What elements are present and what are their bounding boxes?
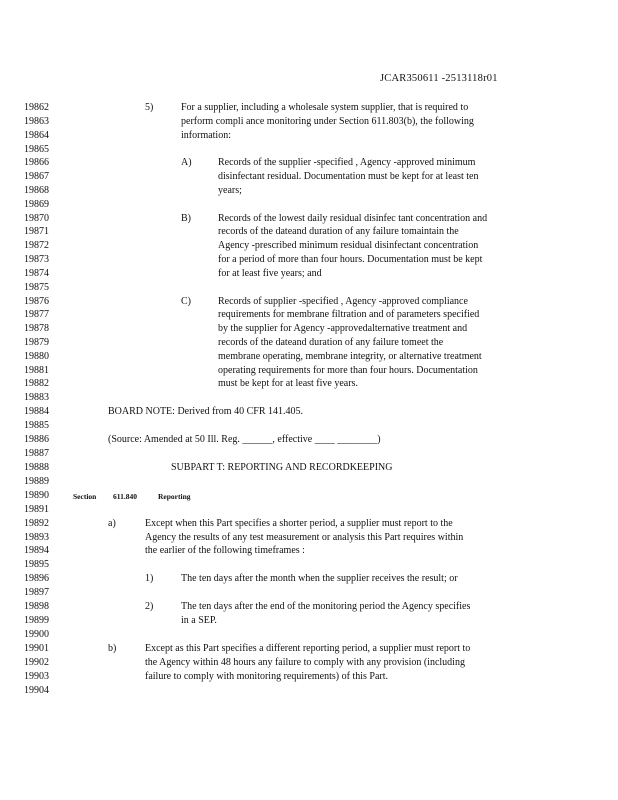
line-number: 19863 — [24, 116, 49, 127]
text-line: the Agency within 48 hours any failure to comply with any provision (including — [145, 657, 465, 668]
line-number: 19865 — [24, 144, 49, 155]
text-line: for a period of more than four hours. Documentation must be kept — [218, 254, 483, 265]
line-number: 19898 — [24, 601, 49, 612]
line-number: 19867 — [24, 171, 49, 182]
document-header-id: JCAR350611 -2513118r01 — [380, 73, 498, 84]
line-number: 19881 — [24, 365, 49, 376]
text-line: Agency -prescribed minimum residual disinfectant concentration — [218, 240, 479, 251]
text-line: B) — [181, 213, 191, 224]
text-line: requirements for membrane filtration and of parameters specified — [218, 309, 480, 320]
text-line: SUBPART T: REPORTING AND RECORDKEEPING — [171, 462, 393, 473]
text-line: failure to comply with monitoring requirements) of this Part. — [145, 671, 389, 682]
line-number: 19876 — [24, 296, 49, 307]
line-number: 19901 — [24, 643, 49, 654]
line-number: 19900 — [24, 629, 49, 640]
text-line: for at least five years; and — [218, 268, 322, 279]
line-number: 19864 — [24, 130, 49, 141]
text-line: membrane operating, membrane integrity, or alternative treatment — [218, 351, 482, 362]
line-number: 19896 — [24, 573, 49, 584]
text-line: The ten days after the end of the monitoring period the Agency specifies — [181, 601, 471, 612]
text-line: 5) — [145, 102, 154, 113]
text-line: Records of the supplier -specified , Agency -approved minimum — [218, 157, 476, 168]
line-number: 19893 — [24, 532, 49, 543]
line-number: 19891 — [24, 504, 49, 515]
line-number: 19889 — [24, 476, 49, 487]
text-line: (Source: Amended at 50 Ill. Reg. ______, effective ____ ________) — [108, 434, 381, 445]
line-number: 19875 — [24, 282, 49, 293]
line-number: 19873 — [24, 254, 49, 265]
line-number: 19888 — [24, 462, 49, 473]
line-number: 19903 — [24, 671, 49, 682]
text-line: Records of the lowest daily residual disinfec tant concentration and — [218, 213, 488, 224]
line-number: 19869 — [24, 199, 49, 210]
line-number: 19887 — [24, 448, 49, 459]
text-line: The ten days after the month when the supplier receives the result; or — [181, 573, 458, 584]
text-line: operating requirements for more than four hours. Documentation — [218, 365, 478, 376]
line-number: 19897 — [24, 587, 49, 598]
text-line: must be kept for at least five years. — [218, 378, 358, 389]
line-number: 19904 — [24, 685, 49, 696]
line-number: 19879 — [24, 337, 49, 348]
text-line: Agency the results of any test measurement or analysis this Part requires within — [145, 532, 464, 543]
text-line: records of the dateand duration of any failure tomeet the — [218, 337, 444, 348]
line-number: 19883 — [24, 392, 49, 403]
line-number: 19874 — [24, 268, 49, 279]
line-number: 19882 — [24, 378, 49, 389]
line-number: 19870 — [24, 213, 49, 224]
text-line: 2) — [145, 601, 154, 612]
text-line: For a supplier, including a wholesale system supplier, that is required to — [181, 102, 469, 113]
line-number: 19862 — [24, 102, 49, 113]
line-number: 19866 — [24, 157, 49, 168]
line-number: 19895 — [24, 559, 49, 570]
text-line: Except when this Part specifies a shorter period, a supplier must report to the — [145, 518, 453, 529]
section-title: Reporting — [158, 492, 191, 501]
line-number: 19877 — [24, 309, 49, 320]
text-line: records of the dateand duration of any failure tomaintain the — [218, 226, 459, 237]
text-line: in a SEP. — [181, 615, 217, 626]
text-line: b) — [108, 643, 117, 654]
text-line: years; — [218, 185, 242, 196]
line-number: 19892 — [24, 518, 49, 529]
line-number: 19871 — [24, 226, 49, 237]
line-number: 19899 — [24, 615, 49, 626]
text-line: disinfectant residual. Documentation must be kept for at least ten — [218, 171, 479, 182]
line-number: 19885 — [24, 420, 49, 431]
section-label: Section — [73, 492, 97, 501]
text-line: perform compli ance monitoring under Section 611.803(b), the following — [181, 116, 474, 127]
text-line: A) — [181, 157, 192, 168]
text-line: 1) — [145, 573, 154, 584]
line-number: 19884 — [24, 406, 49, 417]
line-number: 19872 — [24, 240, 49, 251]
text-line: information: — [181, 130, 231, 141]
line-number: 19890 — [24, 490, 49, 501]
line-number: 19880 — [24, 351, 49, 362]
section-number: 611.840 — [113, 492, 137, 501]
line-number: 19886 — [24, 434, 49, 445]
text-line: C) — [181, 296, 191, 307]
text-line: by the supplier for Agency -approvedalternative treatment and — [218, 323, 468, 334]
text-line: a) — [108, 518, 116, 529]
text-line: BOARD NOTE: Derived from 40 CFR 141.405. — [108, 406, 303, 417]
text-line: the earlier of the following timeframes : — [145, 545, 305, 556]
line-number: 19878 — [24, 323, 49, 334]
text-line: Except as this Part specifies a different reporting period, a supplier must report to — [145, 643, 471, 654]
text-line: Records of supplier -specified , Agency -approved compliance — [218, 296, 468, 307]
line-number: 19868 — [24, 185, 49, 196]
line-number: 19894 — [24, 545, 49, 556]
line-number: 19902 — [24, 657, 49, 668]
